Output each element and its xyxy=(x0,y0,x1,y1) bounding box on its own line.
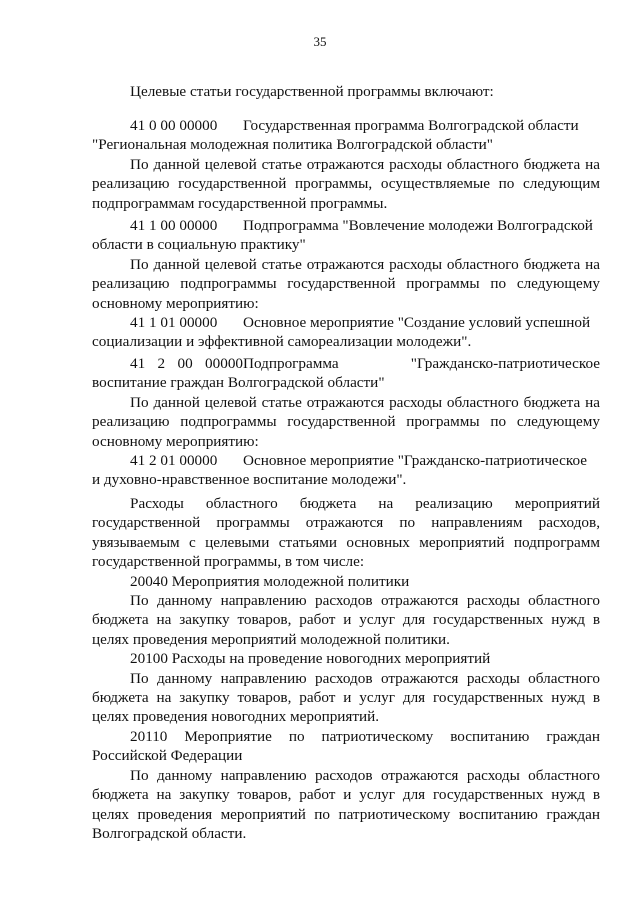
section-title-part: Подпрограмма "Вовлечение молодежи Волгоградской xyxy=(243,217,593,234)
section-41-1 xyxy=(92,216,600,352)
section-description: По данной целевой статье отражаются расходы областного бюджета на реализацию подпрограммы государственной программы по следующему основному мероприятию: xyxy=(92,393,600,450)
section-heading-line xyxy=(92,116,600,135)
direction-description: По данному направлению расходов отражаются расходы областного бюджета на закупку товаров, работ и услуг для государственных нужд в целях проведения мероприятий по патриотическому воспитанию граждан Волгоградской области. xyxy=(92,766,600,842)
direction-heading: 20040 Мероприятия молодежной политики xyxy=(130,572,410,590)
intro-block xyxy=(92,82,600,101)
section-title-continuation: воспитание граждан Волгоградской области" xyxy=(92,374,385,392)
direction-heading: 20110 Мероприятие по патриотическому воспитанию граждан Российской Федерации xyxy=(92,727,600,765)
expenses-intro: Расходы областного бюджета на реализацию мероприятий государственной программы отражаются по направлениям расходов, увязываемым с целевыми статьями основных мероприятий подпрограмм государственной программы, в том числе: xyxy=(92,495,600,571)
section-title-part: Государственная программа Волгоградской области xyxy=(243,117,579,134)
section-description: По данной целевой статье отражаются расходы областного бюджета на реализацию подпрограммы государственной программы по следующему основному мероприятию: xyxy=(92,255,600,312)
sub-activity-title-part: Основное мероприятие "Создание условий успешной xyxy=(243,314,591,332)
section-title-continuation: "Региональная молодежная политика Волгоградской области" xyxy=(92,136,493,154)
section-description: По данной целевой статье отражаются расходы областного бюджета на реализацию государственной программы, осуществляемые по следующим подпрограммам государственной программы. xyxy=(92,155,600,212)
target-code: 41 0 00 00000 xyxy=(130,117,218,134)
section-41-2 xyxy=(92,354,600,490)
target-code: 41 2 00 00000 xyxy=(130,355,243,372)
direction-heading: 20100 Расходы на проведение новогодних мероприятий xyxy=(130,650,491,668)
target-code: 41 1 00 00000 xyxy=(130,217,218,234)
section-heading-line xyxy=(92,354,600,373)
sub-activity-line xyxy=(92,451,600,470)
section-title-part: Подпрограмма "Гражданско-патриотическое xyxy=(243,355,600,372)
direction-description: По данному направлению расходов отражаются расходы областного бюджета на закупку товаров, работ и услуг для государственных нужд в целях проведения мероприятий молодежной политики. xyxy=(92,592,600,648)
intro-text: Целевые статьи государственной программы включают: xyxy=(130,83,494,100)
section-heading-line xyxy=(92,216,600,235)
expenses-block xyxy=(92,494,600,843)
sub-target-code: 41 1 01 00000 xyxy=(130,314,218,332)
section-title-continuation: области в социальную практику" xyxy=(92,236,306,254)
sub-activity-title-part: Основное мероприятие "Гражданско-патриотическое xyxy=(243,452,587,470)
sub-activity-line xyxy=(92,313,600,332)
page-number: 35 xyxy=(313,34,327,49)
sub-target-code: 41 2 01 00000 xyxy=(130,452,218,470)
section-41-0 xyxy=(92,116,600,213)
sub-activity-continuation: и духовно-нравственное воспитание молодежи". xyxy=(92,471,407,489)
direction-description: По данному направлению расходов отражаются расходы областного бюджета на закупку товаров, работ и услуг для государственных нужд в целях проведения новогодних мероприятий. xyxy=(92,669,600,726)
sub-activity-continuation: социализации и эффективной самореализации молодежи". xyxy=(92,333,472,351)
